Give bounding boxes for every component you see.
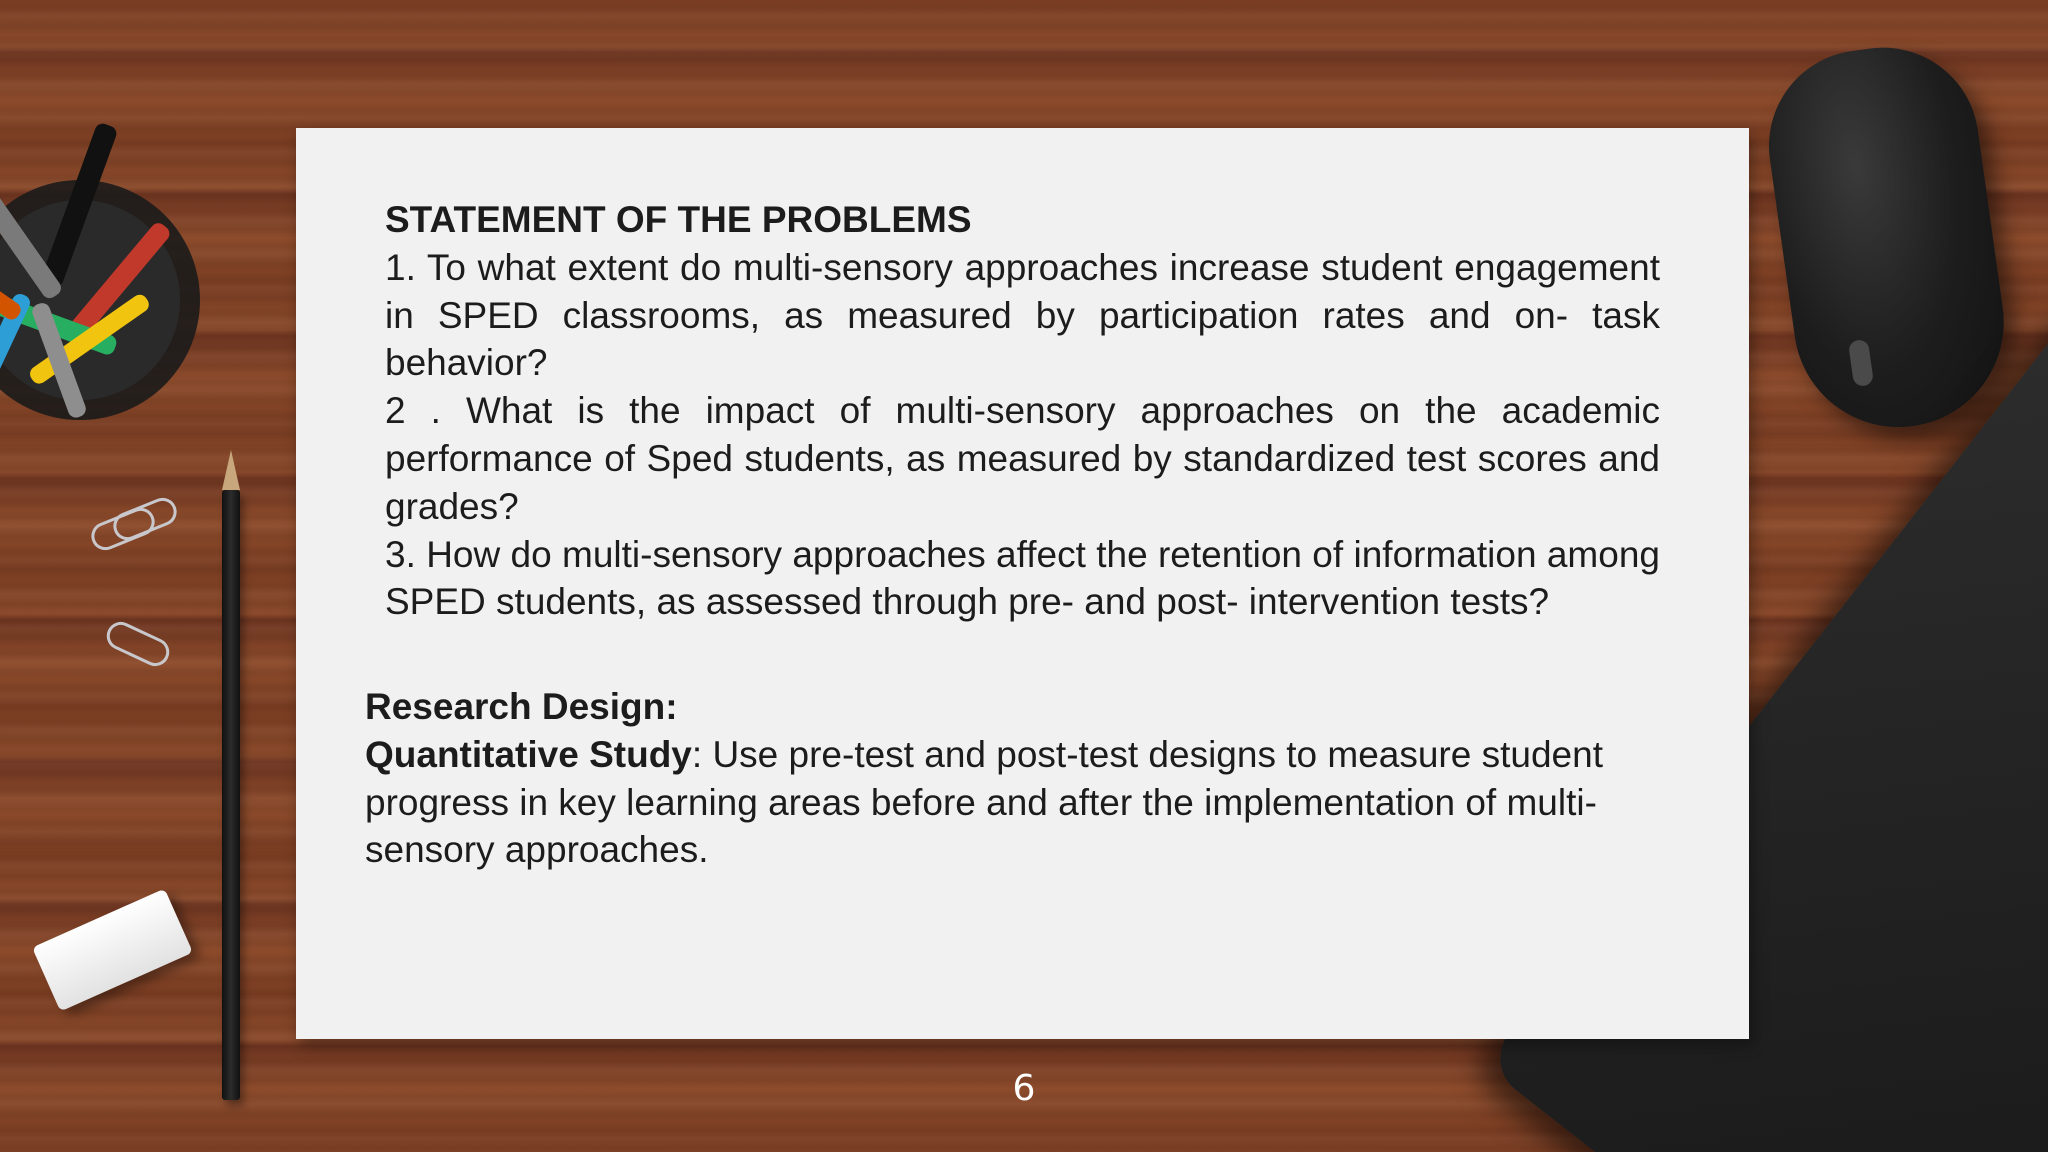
page-number: 6	[1012, 1068, 1036, 1109]
research-design-heading: Research Design:	[365, 686, 678, 727]
paperclip-image	[109, 494, 181, 545]
eraser-image	[32, 889, 193, 1012]
pencil-image	[222, 490, 240, 1100]
research-design-section	[365, 683, 1665, 874]
quantitative-study-label: Quantitative Study	[365, 733, 692, 775]
paperclip-image	[102, 617, 174, 670]
pen-cup-image	[0, 100, 230, 430]
problem-item-2: 2 . What is the impact of multi-sensory approaches on the academic performance of Sped students, as measured by standardized test scores and grades?	[385, 390, 1660, 527]
problem-item-3: 3. How do multi-sensory approaches affect the retention of information among SPED students, as assessed through pre- and post- intervention tests?	[385, 533, 1660, 623]
section-title: STATEMENT OF THE PROBLEMS	[385, 199, 972, 240]
quantitative-study-paragraph	[365, 731, 1665, 874]
problems-section	[385, 196, 1660, 626]
pencil-tip-image	[222, 450, 240, 490]
problem-item-1: 1. To what extent do multi-sensory approaches increase student engagement in SPED classrooms, as measured by participation rates and on- task behavior?	[385, 246, 1660, 384]
mouse-image	[1757, 35, 2018, 441]
quantitative-study-text: : Use pre-test and post-test designs to measure student progress in key learning areas before and after the implementation of multi-sensory approaches.	[365, 733, 1603, 871]
